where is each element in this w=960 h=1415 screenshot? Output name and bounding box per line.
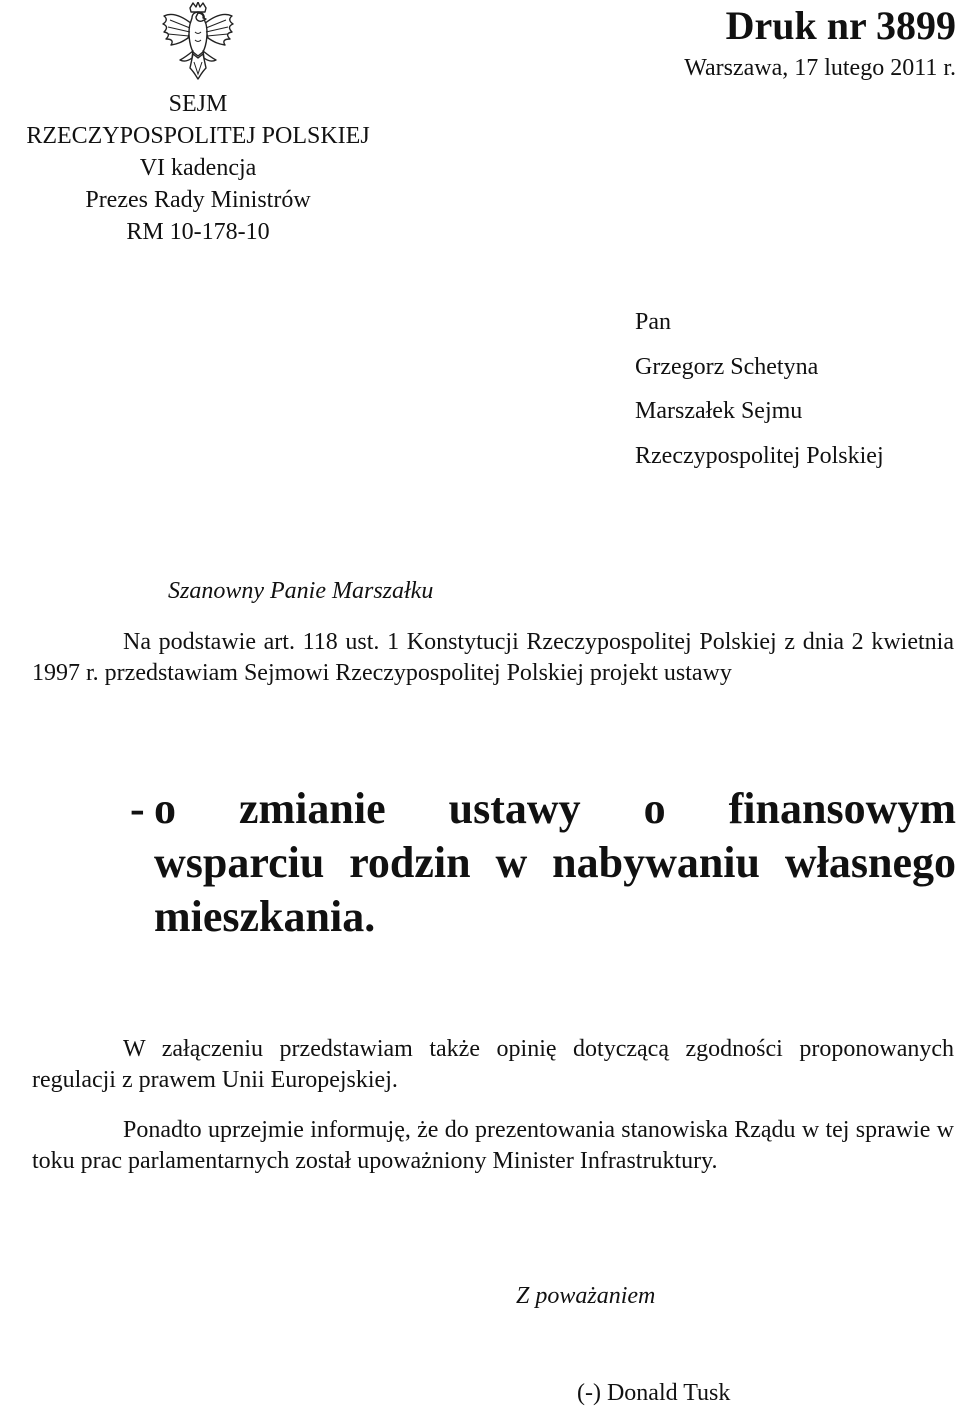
paragraph-representative-text: Ponadto uprzejmie informuję, że do prezentowania stanowiska Rządu w tej sprawie w toku prac parlamentarnych został upoważniony Minister Infrastruktury. — [32, 1117, 954, 1174]
bill-title-line: wsparciu rodzin w nabywaniu własnego — [154, 838, 956, 887]
addressee-line: Marszałek Sejmu — [635, 398, 803, 424]
addressee-line: Pan — [635, 309, 671, 335]
reference-number: RM 10-178-10 — [126, 219, 270, 245]
paragraph-intro-text: Na podstawie art. 118 ust. 1 Konstytucji Rzeczypospolitej Polskiej z dnia 2 kwietnia 1997 r. przedstawiam Sejmowi Rzeczypospolitej Polskiej projekt ustawy — [32, 629, 954, 686]
sender-line: Prezes Rady Ministrów — [85, 187, 311, 213]
bill-title-dash: - — [130, 784, 145, 833]
signature: (-) Donald Tusk — [577, 1380, 731, 1406]
document-number: Druk nr 3899 — [725, 3, 956, 48]
salutation: Szanowny Panie Marszałku — [168, 578, 434, 604]
bill-title — [130, 782, 956, 944]
sender-block — [0, 88, 396, 248]
place-date: Warszawa, 17 lutego 2011 r. — [684, 55, 956, 81]
sender-line: VI kadencja — [139, 155, 257, 181]
polish-eagle-emblem-icon — [162, 2, 234, 80]
addressee-line: Grzegorz Schetyna — [635, 353, 819, 380]
bill-title-line: o zmianie ustawy o finansowym — [154, 784, 956, 833]
closing-phrase: Z poważaniem — [516, 1283, 656, 1309]
paragraph-intro — [32, 627, 954, 689]
sender-line: SEJM — [168, 91, 228, 117]
bill-title-line: mieszkania. — [154, 892, 376, 941]
sender-line: RZECZYPOSPOLITEJ POLSKIEJ — [26, 123, 370, 149]
addressee-line: Rzeczypospolitej Polskiej — [635, 442, 884, 469]
paragraph-attachment-text: W załączeniu przedstawiam także opinię dotyczącą zgodności proponowanych regulacji z prawem Unii Europejskiej. — [32, 1036, 954, 1093]
paragraph-attachment — [32, 1034, 954, 1096]
addressee-block — [635, 300, 884, 478]
paragraph-representative — [32, 1115, 954, 1177]
